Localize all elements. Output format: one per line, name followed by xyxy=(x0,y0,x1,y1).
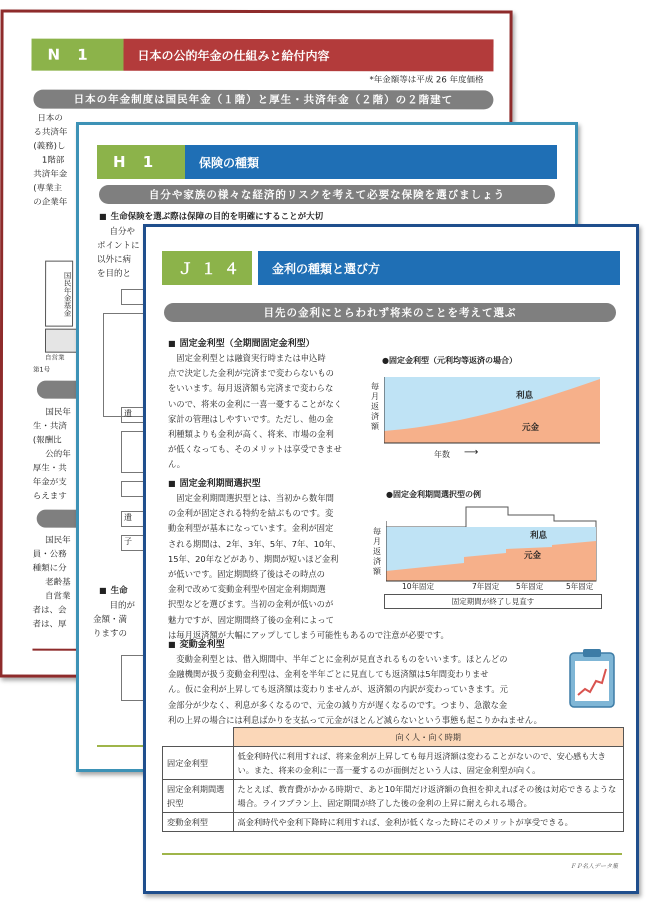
h1-bullet1: ■ 生命保険を選ぶ際は保障の目的を明確にすることが大切 xyxy=(99,211,323,223)
n1-frag: 共済年金 xyxy=(33,169,68,180)
h1-subtitle: 自分や家族の様々な経済的リスクを考えて必要な保険を選びましょう xyxy=(99,185,555,204)
n1-frag: (専業主 xyxy=(33,183,63,194)
chart1-interest-label: 利息 xyxy=(516,391,534,401)
j14-sec1-text xyxy=(168,351,383,473)
chart1-figure xyxy=(384,373,600,449)
h1-frag: 金額・満 xyxy=(93,615,128,625)
h1-header xyxy=(97,145,557,179)
table-row-label: 変動金利型 xyxy=(163,813,234,832)
table-row xyxy=(163,813,624,832)
h1-box-label: 遺 xyxy=(121,511,153,527)
chart2-interest-label: 利息 xyxy=(530,531,548,541)
chart2-figure xyxy=(386,501,602,587)
text-line: 固定金利型とは融資実行時または申込時 xyxy=(168,353,326,363)
h1-box-label: 子 xyxy=(121,535,153,551)
j14-sec1-heading: ■ 固定金利型（全期間固定金利型） xyxy=(168,338,315,350)
table-cell: 低金利時代に利用すれば、将来金利が上昇しても毎月返済額は変わることがないので、安心感も大きい。また、将来の金利に一喜一憂するのが面倒だという人は、固定金利型が向く。 xyxy=(233,747,624,780)
n1-frag: る共済年 xyxy=(33,127,68,138)
chart2-period: 5年固定 xyxy=(516,582,544,591)
j14-sec3-heading: ■ 変動金利型 xyxy=(168,639,225,651)
n1-frag: (義務)し xyxy=(33,141,66,152)
n1-frag: 員・公務 xyxy=(32,549,67,560)
h1-frag: ポイントに xyxy=(97,241,140,251)
j14-sec2-heading: ■ 固定金利期間選択型 xyxy=(168,478,261,490)
table-row xyxy=(163,780,624,813)
text-line: の金利が固定される特約を結ぶものです。変 xyxy=(168,508,334,519)
chart1-ylabel: 毎月返済額 xyxy=(371,382,379,431)
n1-frag: 公的年 xyxy=(36,449,71,460)
n1-frag: の企業年 xyxy=(33,197,68,208)
n1-frag: 生・共済 xyxy=(32,421,67,432)
text-line: 金部分が少なく、利息が多くなるので、元金の減り方が遅くなるのです。つまり、急激な金 xyxy=(168,699,508,710)
h1-footer-line xyxy=(97,745,147,747)
text-line: が低いです。固定期間終了後はその時点の xyxy=(168,569,325,580)
j14-footer-text: ＦＰ名人データ集 xyxy=(569,863,618,870)
chart2-caption: 固定期間が終了し見直す xyxy=(384,594,602,609)
chart2-ylabel: 毎月返済額 xyxy=(373,527,381,576)
text-line: 魅力ですが、固定期間終了後の金利によって xyxy=(168,614,334,625)
text-line: 15年、20年などがあり、期間が短いほど金利 xyxy=(168,553,339,564)
comparison-table xyxy=(162,727,624,832)
chart1-arrow-icon: ⟶ xyxy=(464,447,479,458)
h1-frag: 目的が xyxy=(101,601,136,611)
table-row-label: 固定金利型 xyxy=(163,747,234,780)
n1-frag: 者は、会 xyxy=(32,605,67,616)
j14-code: Ｊ１４ xyxy=(162,251,252,285)
text-line: 固定金利期間選択型とは、当初から数年間 xyxy=(168,493,334,503)
n1-frag: 年金が支 xyxy=(32,477,67,488)
text-line: 択型などを選びます。当初の金利が低いのが xyxy=(168,599,334,610)
n1-header xyxy=(31,39,493,72)
j14-sec2-text xyxy=(168,491,383,628)
chart2-period: 5年固定 xyxy=(566,582,594,591)
h1-code: H 1 xyxy=(97,145,185,179)
n1-frag: 国民年 xyxy=(36,407,71,418)
text-line: ん。仮に金利が上昇しても返済額は変わりませんが、返済額の内訳が変わっていきます。元 xyxy=(168,684,508,695)
h1-box-label: 遺 xyxy=(121,407,153,423)
table-row xyxy=(163,747,624,780)
table-header-row xyxy=(163,728,624,747)
j14-footer-line xyxy=(162,853,622,855)
chart2-title: ●固定金利期間選択型の例 xyxy=(386,490,481,499)
text-line: される期間は、2年、3年、5年、7年、10年、 xyxy=(168,538,341,549)
n1-note: *年金額等は平成 26 年度価格 xyxy=(369,75,484,86)
n1-fig-tag: 自営業 xyxy=(44,353,65,362)
table-corner xyxy=(163,728,234,747)
text-line: 利種類よりも金利が高く、将来、市場の金利 xyxy=(168,429,334,440)
n1-frag: らえます xyxy=(32,491,67,502)
h1-frag: を目的と xyxy=(97,269,132,279)
text-line: いので、将来の金利に一喜一憂することがなく xyxy=(168,398,343,409)
h1-frag: 以外に病 xyxy=(97,255,132,265)
text-line: 家計の管理はしやすいです。ただし、他の金 xyxy=(168,413,334,424)
h1-frag: りますの xyxy=(93,629,128,639)
n1-frag: (報酬比 xyxy=(32,435,62,446)
n1-frag: 老齢基 xyxy=(36,577,71,588)
text-line: 変動金利型とは、借入期間中、半年ごとに金利が見直されるものをいいます。ほとんどの xyxy=(168,654,508,664)
n1-frag: 厚生・共 xyxy=(32,463,67,474)
h1-frag: 自分や xyxy=(101,227,136,237)
chart1-principal-label: 元金 xyxy=(522,423,540,433)
table-header: 向く人・向く時期 xyxy=(233,728,624,747)
h1-title: 保険の種類 xyxy=(185,145,557,179)
j14-title: 金利の種類と選び方 xyxy=(258,251,620,285)
chart2-period: 7年固定 xyxy=(472,582,500,591)
table-row-label: 固定金利期間選択型 xyxy=(163,780,234,813)
chart1-title: ●固定金利型（元利均等返済の場合） xyxy=(382,356,517,365)
n1-frag: 自営業 xyxy=(36,591,71,602)
n1-title: 日本の公的年金の仕組みと給付内容 xyxy=(123,39,493,72)
text-line: 利の上昇の場合には利息ばかりを支払って元金がほとんど減らないという事態も起こりかねません。 xyxy=(168,714,542,725)
text-line: ん。 xyxy=(168,459,186,470)
n1-frag: 日本の xyxy=(37,113,63,124)
text-line: 金利で改めて変動金利型や固定金利期間選 xyxy=(168,584,326,595)
n1-fig-label: 国民年金基金 xyxy=(45,261,73,327)
n1-frag: 者は、厚 xyxy=(32,619,67,630)
n1-code: N 1 xyxy=(31,39,123,71)
text-line: をいいます。毎月返済額も完済まで変わらな xyxy=(168,383,334,394)
chart1-xlabel: 年数 xyxy=(434,450,450,459)
n1-frag: 種類に分 xyxy=(32,563,67,574)
text-line: が低くなっても、そのメリットは享受できませ xyxy=(168,444,342,455)
sheet-j14 xyxy=(143,224,639,894)
j14-subtitle: 目先の金利にとらわれず将来のことを考えて選ぶ xyxy=(164,303,616,322)
text-line: 点で決定した金利が完済まで変わらないもの xyxy=(168,368,334,379)
n1-footer-line xyxy=(32,649,82,651)
chart2-period: 10年固定 xyxy=(402,582,435,591)
j14-sec3-text xyxy=(168,652,588,728)
table-cell: たとえば、教育費がかかる時期で、あと10年間だけ返済額の負担を抑えればその後は対応できるような場合。ライフプラン上、固定期間が終了した後の金利の上昇に耐えられる場合。 xyxy=(233,780,624,813)
n1-frag: 1階部 xyxy=(33,155,65,166)
clipboard-chart-icon xyxy=(566,647,618,711)
text-line: 金融機関が扱う変動金利型は、金利を半年ごとに見直しても返済額は5年間変わりませ xyxy=(168,669,489,680)
n1-frag: 国民年 xyxy=(36,535,71,546)
j14-header xyxy=(162,251,620,285)
text-line: 動金利型が基本になっています。金利が固定 xyxy=(168,523,334,534)
n1-fig-note: 第1号 xyxy=(32,365,51,374)
n1-subtitle: 日本の年金制度は国民年金（１階）と厚生・共済年金（２階）の２階建て xyxy=(33,90,493,110)
h1-bullet2: ■ 生命 xyxy=(99,585,128,597)
table-cell: 高金利時代や金利下降時に利用すれば、金利が低くなった時にそのメリットが享受できる。 xyxy=(233,813,624,832)
j14-sec2-tail: は毎月返済額が大幅にアップしてしまう可能性もあるので注意が必要です。 xyxy=(168,630,449,640)
chart2-principal-label: 元金 xyxy=(524,551,542,561)
